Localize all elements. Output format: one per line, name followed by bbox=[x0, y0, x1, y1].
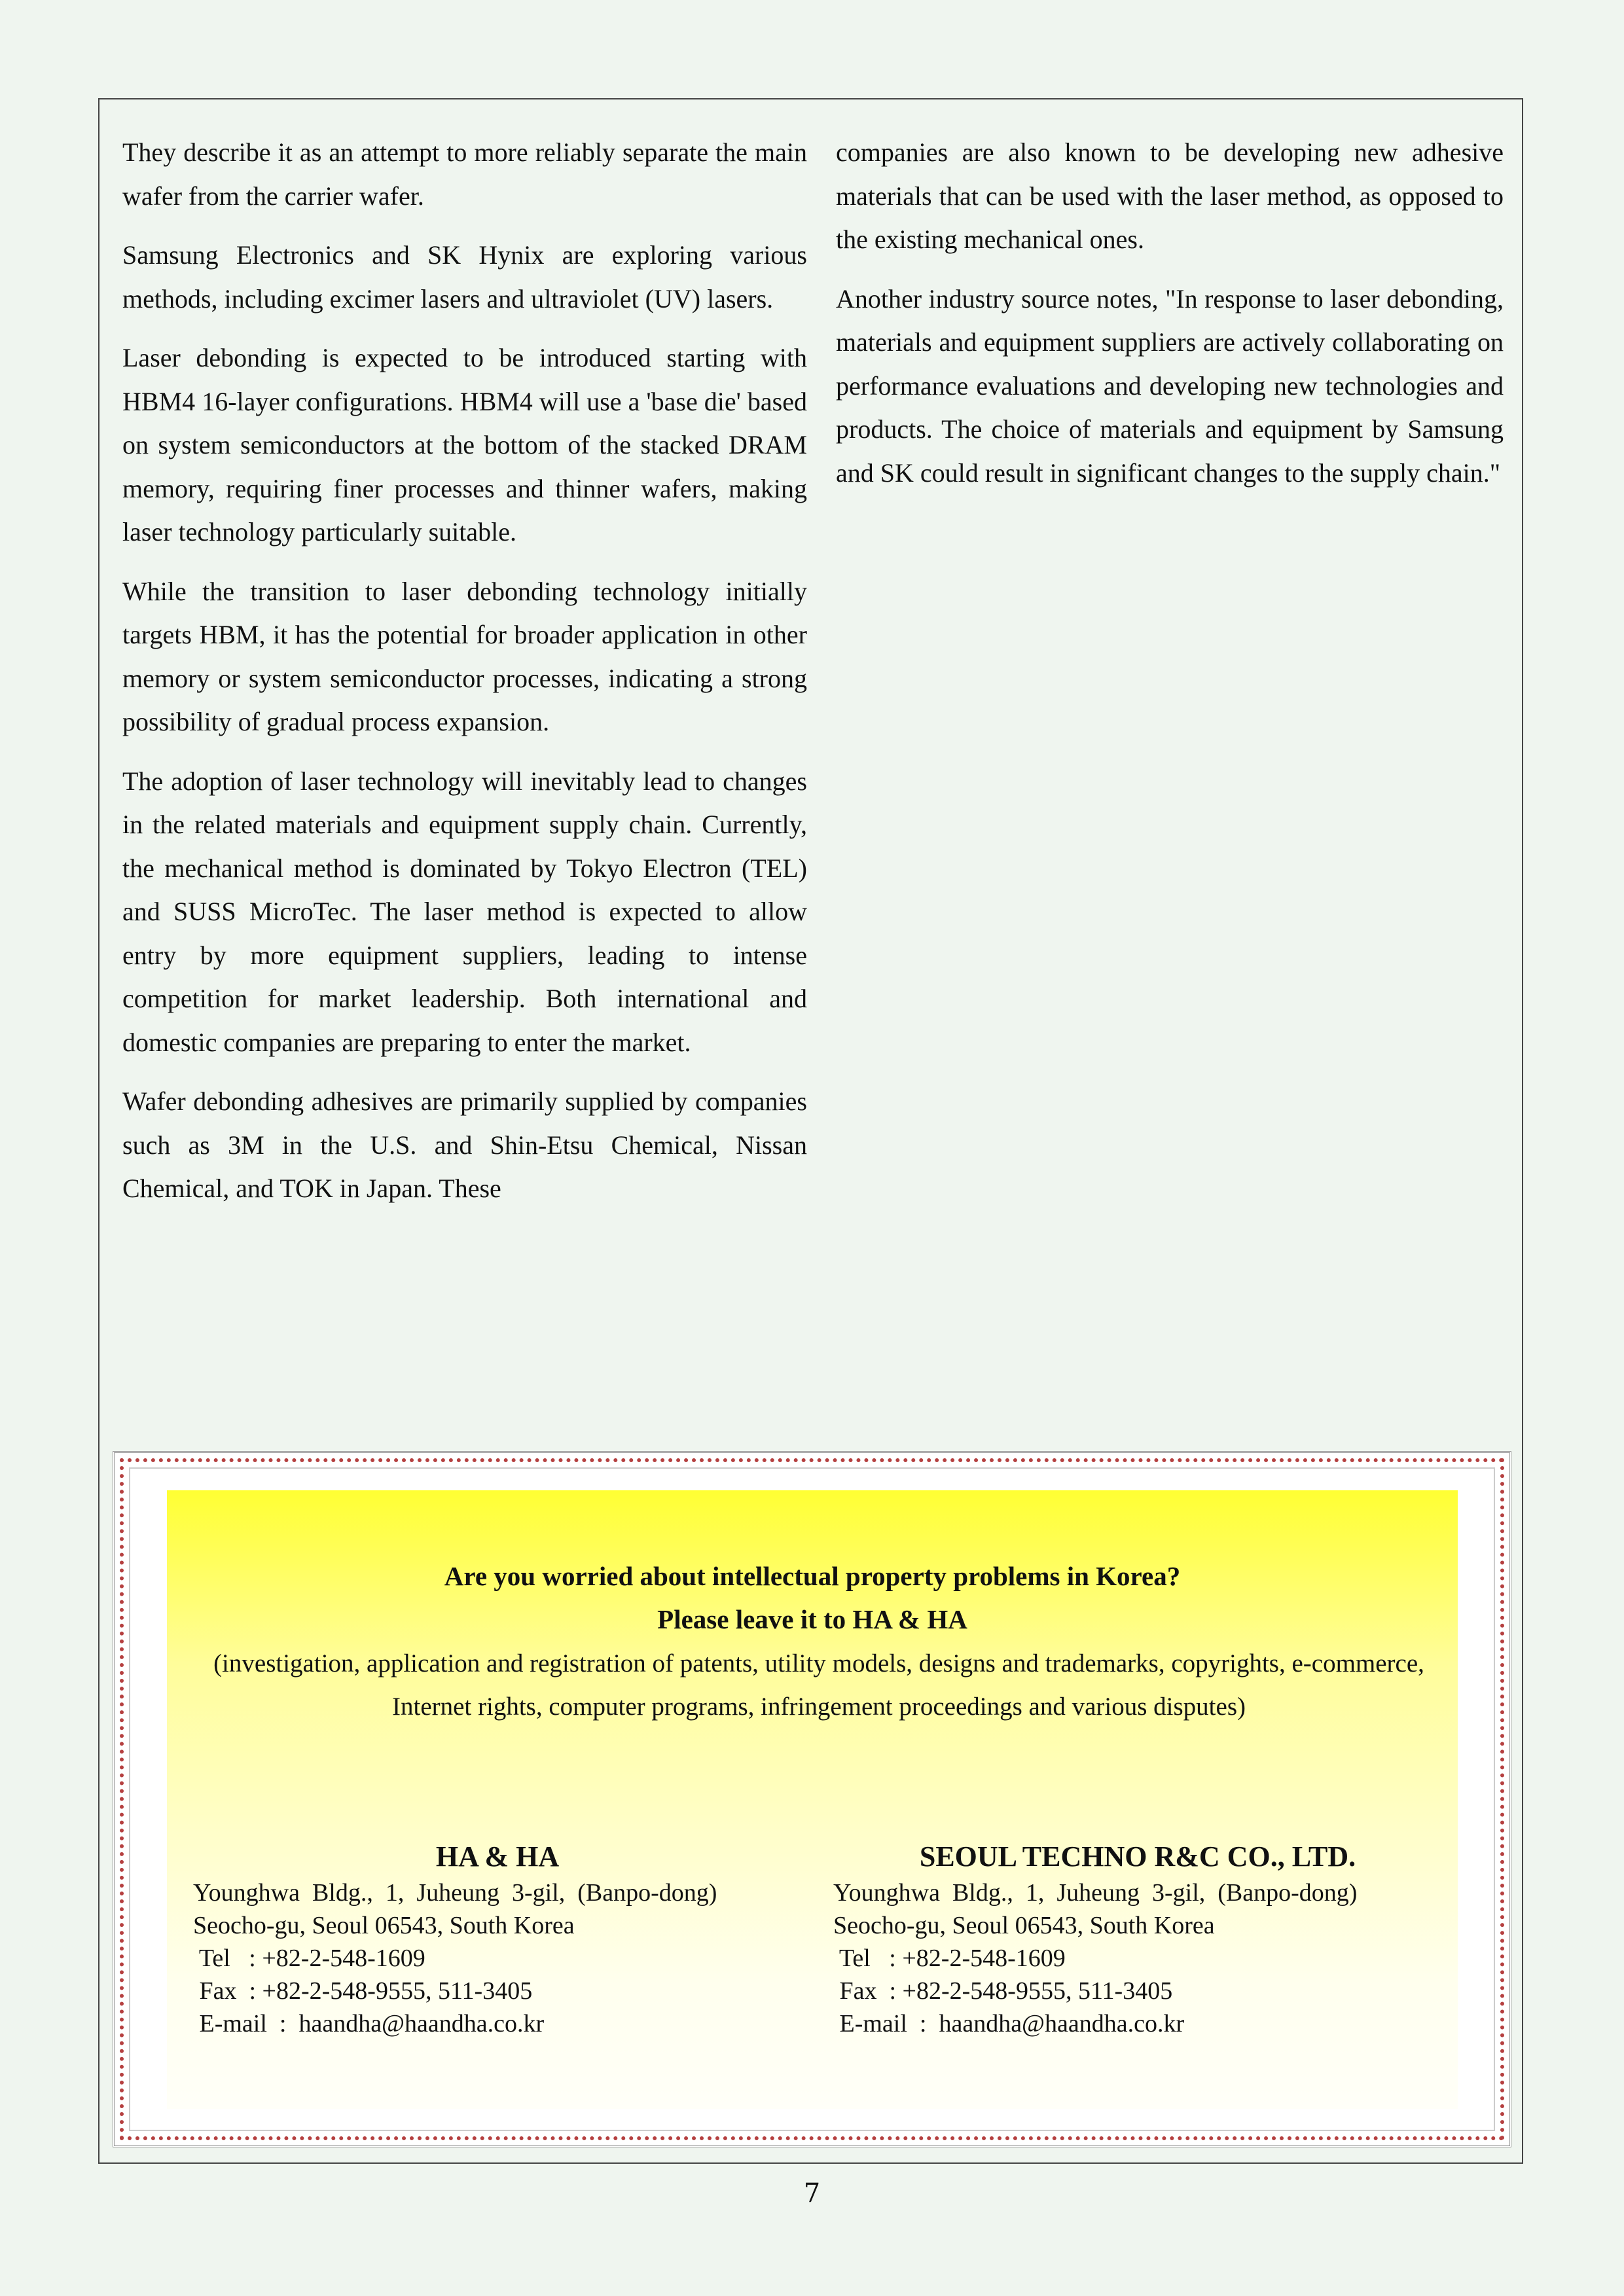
email: E-mail : haandha@haandha.co.kr bbox=[833, 2010, 1185, 2037]
email: E-mail : haandha@haandha.co.kr bbox=[193, 2010, 545, 2037]
address-line-2: Seocho-gu, Seoul 06543, South Korea bbox=[833, 1912, 1215, 1939]
paragraph: Samsung Electronics and SK Hynix are exploring various methods, including excimer lasers and ultraviolet (UV) lasers. bbox=[122, 240, 807, 314]
paragraph: The adoption of laser technology will inevitably lead to changes in the related materials and equipment supply chain. Currently, the mechanical method is dominated by Tokyo Electron (TEL) and SUSS MicroTec. The laser method is expected to allow entry by more equipment suppliers, leading to intense competition for market leadership. Both international and domestic companies are preparing to enter the market. bbox=[122, 766, 807, 1057]
ad-headline-offer: Please leave it to HA & HA bbox=[657, 1604, 967, 1634]
ad-headline-question: Are you worried about intellectual property problems in Korea? bbox=[444, 1561, 1181, 1591]
paragraph: While the transition to laser debonding technology initially targets HBM, it has the potential for broader application in other memory or system semiconductor processes, indicating a strong possibility of gradual process expansion. bbox=[122, 576, 807, 736]
telephone: Tel : +82-2-548-1609 bbox=[833, 1945, 1066, 1972]
fax: Fax : +82-2-548-9555, 511-3405 bbox=[833, 1977, 1173, 2005]
paragraph: Laser debonding is expected to be introduced starting with HBM4 16-layer configurations. HBM4 will use a 'base die' based on system semiconductors at the bottom of the stacked DRAM memory, requiring finer processes and thinner wafers, making laser technology particularly suitable. bbox=[122, 343, 807, 547]
paragraph: They describe it as an attempt to more reliably separate the main wafer from the carrier wafer. bbox=[122, 137, 807, 211]
company-name: HA & HA bbox=[435, 1840, 560, 1873]
article-frame bbox=[98, 98, 1523, 2164]
right-column bbox=[836, 131, 1504, 511]
fax: Fax : +82-2-548-9555, 511-3405 bbox=[193, 1977, 533, 2005]
telephone: Tel : +82-2-548-1609 bbox=[193, 1945, 425, 1972]
ad-services-description: (investigation, application and registration of patents, utility models, designs and trademarks, copyrights, e-commerce, Internet rights, computer programs, infringement proceedings and various disputes) bbox=[213, 1649, 1424, 1721]
ad-panel bbox=[167, 1490, 1458, 2109]
paragraph: companies are also known to be developing new adhesive materials that can be used with the laser method, as opposed to the existing mechanical ones. bbox=[836, 137, 1504, 254]
advertisement bbox=[113, 1451, 1511, 2147]
address-line-2: Seocho-gu, Seoul 06543, South Korea bbox=[193, 1912, 575, 1939]
paragraph: Another industry source notes, "In response to laser debonding, materials and equipment suppliers are actively collaborating on performance evaluations and developing new technologies and products. The choice of materials and equipment by Samsung and SK could result in significant changes to the supply chain." bbox=[836, 283, 1504, 488]
address-line-1: Younghwa Bldg., 1, Juheung 3-gil, (Banpo-dong) bbox=[193, 1879, 717, 1907]
company-name: SEOUL TECHNO R&C CO., LTD. bbox=[919, 1840, 1356, 1873]
paragraph: Wafer debonding adhesives are primarily supplied by companies such as 3M in the U.S. and Shin-Etsu Chemical, Nissan Chemical, and TOK in Japan. These bbox=[122, 1086, 807, 1203]
address-line-1: Younghwa Bldg., 1, Juheung 3-gil, (Banpo-dong) bbox=[833, 1879, 1358, 1907]
page-number: 7 bbox=[803, 2178, 821, 2208]
ad-headline bbox=[167, 1554, 1458, 1641]
contact-seoul-techno bbox=[833, 1837, 1442, 2040]
left-column bbox=[122, 131, 807, 1227]
contact-ha-and-ha bbox=[193, 1837, 802, 2040]
